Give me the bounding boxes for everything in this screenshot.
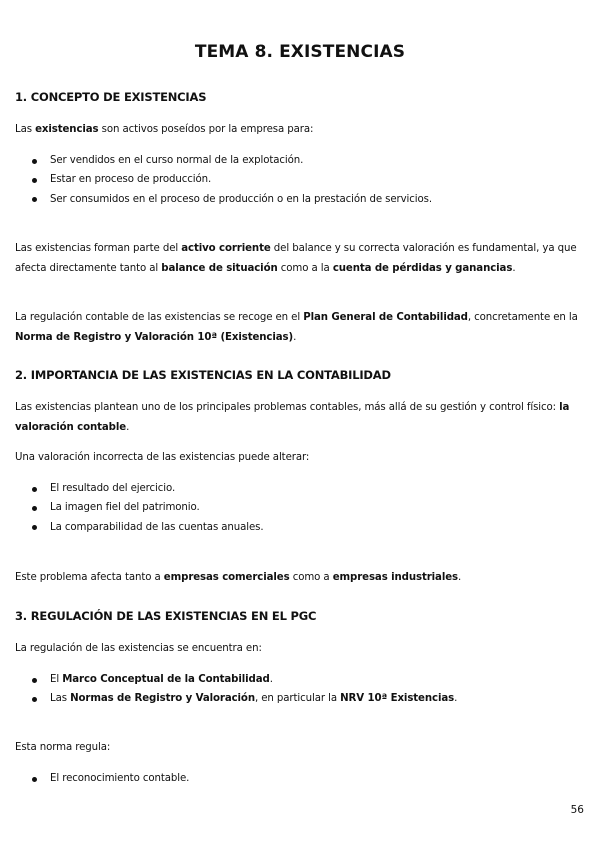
page-title: TEMA 8. EXISTENCIAS <box>194 42 406 62</box>
s2-paragraph-1: Las existencias plantean uno de los principales problemas contables, más allá de su gestión y control físico: la valoración contable. <box>15 402 570 433</box>
list-item: La imagen fiel del patrimonio. <box>0 498 264 517</box>
bullet-icon <box>32 525 37 530</box>
s2-bullet-list <box>0 479 264 537</box>
list-item: Ser vendidos en el curso normal de la explotación. <box>0 151 432 170</box>
bullet-icon <box>32 159 37 164</box>
bullet-icon <box>32 697 37 702</box>
s2-paragraph-3: Este problema afecta tanto a empresas comerciales como a empresas industriales. <box>15 572 462 583</box>
list-item: El reconocimiento contable. <box>0 769 189 788</box>
s3-bullet-list <box>0 670 457 709</box>
list-item: Ser consumidos en el proceso de producción o en la prestación de servicios. <box>0 190 432 209</box>
bullet-icon <box>32 178 37 183</box>
list-item: El Marco Conceptual de la Contabilidad. <box>0 670 457 689</box>
bullet-icon <box>32 678 37 683</box>
section-2-heading: 2. IMPORTANCIA DE LAS EXISTENCIAS EN LA CONTABILIDAD <box>15 368 391 382</box>
s3-paragraph-2: Esta norma regula: <box>15 742 111 753</box>
s1-paragraph-1: Las existencias son activos poseídos por la empresa para: <box>15 124 314 135</box>
s3-bullet-list-2 <box>0 769 189 788</box>
s1-paragraph-2: Las existencias forman parte del activo corriente del balance y su correcta valoración es fundamental, ya que afecta directamente tanto al balance de situación como a la cuenta de pérdidas y ganancias. <box>15 243 577 274</box>
list-item: Las Normas de Registro y Valoración, en particular la NRV 10ª Existencias. <box>0 689 457 708</box>
s1-paragraph-3: La regulación contable de las existencias se recoge en el Plan General de Contabilidad, concretamente en la Norma de Registro y Valoración 10ª (Existencias). <box>15 312 578 343</box>
s3-paragraph-1: La regulación de las existencias se encuentra en: <box>15 643 262 654</box>
bullet-icon <box>32 197 37 202</box>
list-item: El resultado del ejercicio. <box>0 479 264 498</box>
s2-paragraph-2: Una valoración incorrecta de las existencias puede alterar: <box>15 452 310 463</box>
page-number: 56 <box>570 804 584 816</box>
bullet-icon <box>32 777 37 782</box>
bullet-icon <box>32 487 37 492</box>
section-3-heading: 3. REGULACIÓN DE LAS EXISTENCIAS EN EL PGC <box>15 609 317 623</box>
list-item: La comparabilidad de las cuentas anuales. <box>0 518 264 537</box>
section-1-heading: 1. CONCEPTO DE EXISTENCIAS <box>15 90 207 104</box>
s1-bullet-list <box>0 151 432 209</box>
list-item: Estar en proceso de producción. <box>0 170 432 189</box>
bullet-icon <box>32 506 37 511</box>
